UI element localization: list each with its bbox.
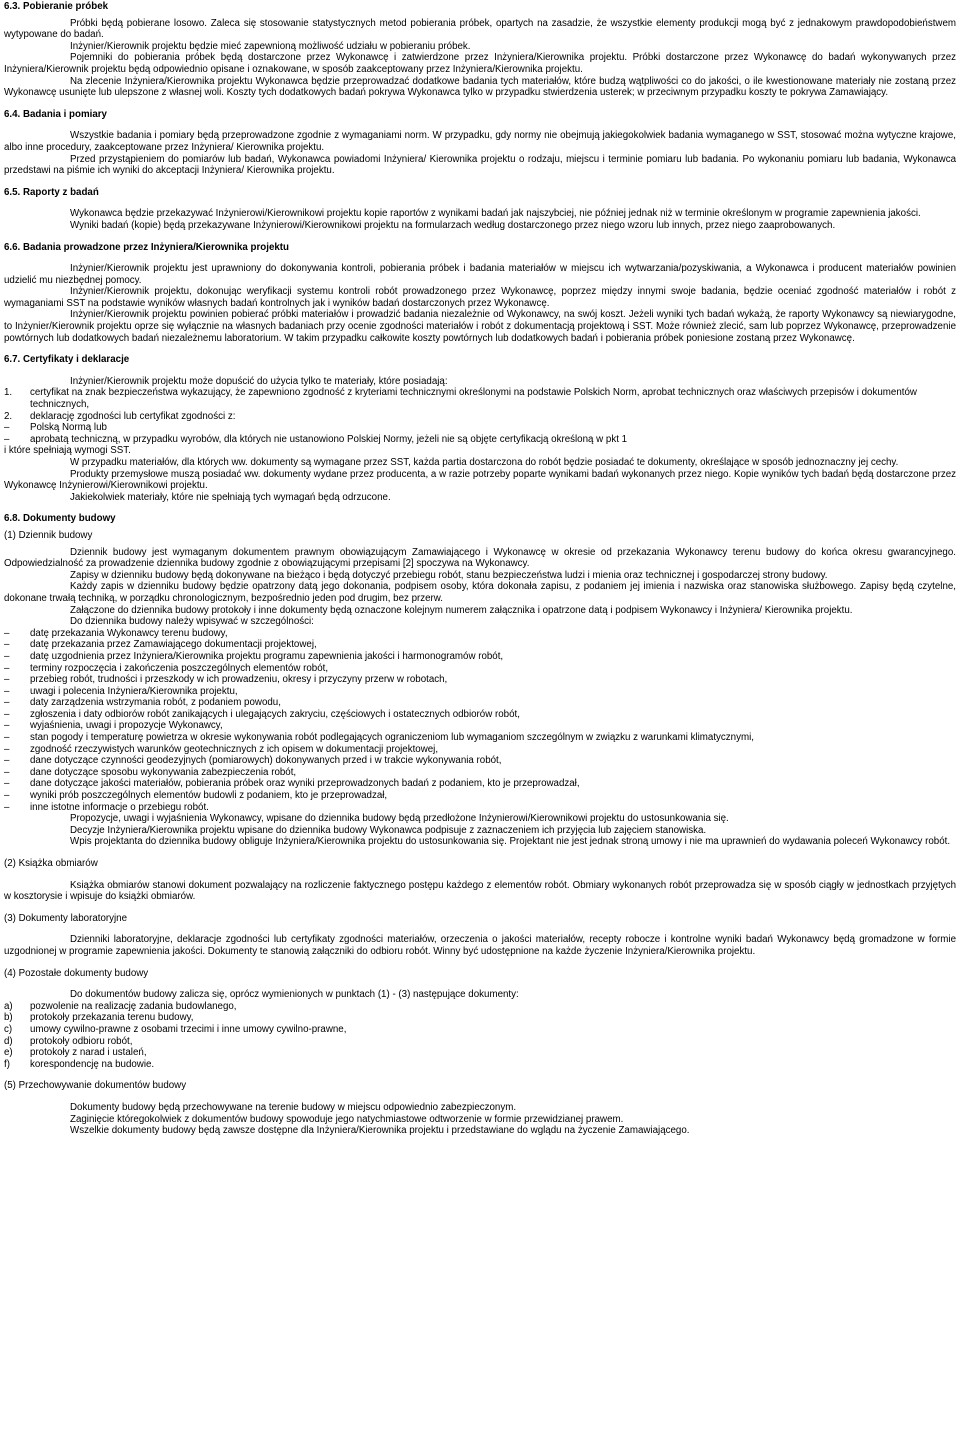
list-item-text: pozwolenie na realizację zadania budowlanego, — [30, 1000, 237, 1012]
paragraph: Do dokumentów budowy zalicza się, oprócz wymienionych w punktach (1) - (3) następujące dokumenty: — [70, 989, 519, 1001]
dash-marker: – — [4, 778, 10, 790]
dash-marker: – — [4, 766, 10, 778]
subsection-title: (4) Pozostałe dokumenty budowy — [4, 967, 149, 979]
paragraph: Przed przystąpieniem do pomiarów lub badań, Wykonawca powiadomi Inżyniera/ Kierownika projektu o rodzaju, miejscu i terminie pomiaru lub badania. Po wykonaniu pomiaru lub badania, Wykonawca przedstawi na piśmie ich wyniki do akceptacji Inżyniera/ Kierownika projektu. — [4, 153, 956, 177]
dash-marker: – — [4, 650, 10, 662]
paragraph: Dzienniki laboratoryjne, deklaracje zgodności lub certyfikaty zgodności materiałów, orzeczenia o jakości materiałów, recepty robocze i kontrolne wyniki badań Wykonawcy będą gromadzone w formie uzgodnionej w programie zapewnienia jakości. Dokumenty te stanowią załączniki do odbioru robót. Winny być udostępnione na każde życzenie Inżyniera/Kierownika projektu. — [4, 934, 956, 957]
list-item — [4, 720, 956, 732]
item-number: 1. — [4, 387, 13, 399]
dash-item — [4, 434, 956, 446]
subsection-title: (5) Przechowywanie dokumentów budowy — [4, 1080, 187, 1092]
dash-marker: – — [4, 685, 10, 697]
list-item — [4, 674, 956, 686]
paragraph: Dziennik budowy jest wymaganym dokumentem prawnym obowiązującym Zamawiającego i Wykonawcę w okresie od przekazania Wykonawcy terenu budowy do końca okresu gwarancyjnego. Odpowiedzialność za prowadzenie dziennika budowy zgodnie z obowiązującymi przepisami [2] spoczywa na Wykonawcy. — [4, 546, 956, 570]
paragraph: Pojemniki do pobierania próbek będą dostarczone przez Wykonawcę i zatwierdzone przez Inżyniera/Kierownika projektu. Próbki dostarczone przez Wykonawcę do badań wykonywanych przez Inżyniera/Kierownik projektu będą odpowiednio opisane i oznakowane, w sposób zaakceptowany przez Inżyniera/Kierownika projektu. — [4, 52, 956, 75]
item-text: deklarację zgodności lub certyfikat zgodności z: — [30, 410, 236, 422]
dash-item — [4, 422, 956, 434]
section-heading-6-3: 6.3. Pobieranie próbek — [4, 1, 109, 12]
paragraph: Zapisy w dzienniku budowy będą dokonywane na bieżąco i będą dotyczyć przebiegu robót, stanu bezpieczeństwa ludzi i mienia oraz technicznej i gospodarczej strony budowy. — [70, 569, 828, 581]
subsection-title: (2) Książka obmiarów — [4, 858, 98, 869]
list-item-text: umowy cywilno-prawne z osobami trzecimi i inne umowy cywilno-prawne, — [30, 1023, 347, 1035]
list-item-text: dane dotyczące czynności geodezyjnych (pomiarowych) dokonywanych przed i w trakcie wykonywania robót, — [30, 755, 502, 767]
list-item-text: stan pogody i temperaturę powietrza w okresie wykonywania robót podlegających ograniczeniom lub wymaganiom szczególnym w związku z warunkami klimatycznymi, — [30, 732, 754, 744]
list-item — [4, 732, 956, 744]
paragraph: Zaginięcie któregokolwiek z dokumentów budowy spowoduje jego natychmiastowe odtworzenie w formie przewidzianej prawem. — [70, 1113, 624, 1125]
section-heading-6-5: 6.5. Raporty z badań — [4, 186, 99, 198]
paragraph: Produkty przemysłowe muszą posiadać ww. dokumenty wydane przez producenta, a w razie potrzeby poparte wynikami badań wykonanych przez niego. Kopie wyników tych badań będą dostarczone przez Wykonawcę Inżynierowi/Kierownikowi projektu. — [4, 468, 956, 492]
section-heading-6-6: 6.6. Badania prowadzone przez Inżyniera/Kierownika projektu — [4, 241, 289, 253]
list-item-text: datę przekazania Wykonawcy terenu budowy, — [30, 627, 228, 639]
list-item — [4, 778, 956, 790]
item-number: 2. — [4, 410, 13, 422]
paragraph: Decyzje Inżyniera/Kierownika projektu wpisane do dziennika budowy Wykonawca podpisuje z zaznaczeniem ich przyjęcia lub zajęciem stanowiska. — [70, 824, 707, 836]
list-item-text: daty zarządzenia wstrzymania robót, z podaniem powodu, — [30, 697, 281, 709]
paragraph: Wpis projektanta do dziennika budowy obliguje Inżyniera/Kierownika projektu do ustosunkowania się. Projektant nie jest jednak stroną umowy i nie ma uprawnień do wydawania poleceń Wykonawcy robót. — [70, 836, 951, 848]
paragraph: Propozycje, uwagi i wyjaśnienia Wykonawcy, wpisane do dziennika budowy będą przedłożone Inżynierowi/Kierownikowi projektu do ustosunkowania się. — [70, 813, 729, 825]
list-item — [4, 1012, 956, 1024]
dash-marker: – — [4, 662, 10, 674]
list-item — [4, 639, 956, 651]
paragraph: Wszystkie badania i pomiary będą przeprowadzone zgodnie z wymaganiami norm. W przypadku, gdy normy nie obejmują jakiegokolwiek badania wymaganego w SST, stosować można wytyczne krajowe, albo inne procedury, zaakceptowane przez Inżyniera/ Kierownika projektu. — [4, 130, 956, 153]
list-item — [4, 697, 956, 709]
paragraph: Wyniki badań (kopie) będą przekazywane Inżynierowi/Kierownikowi projektu na formularzach według dostarczonego przez niego wzoru lub innych, przez niego zaaprobowanych. — [70, 219, 836, 231]
numbered-item-2 — [4, 411, 956, 423]
dash-marker: – — [4, 720, 10, 732]
letter-marker: f) — [4, 1058, 10, 1070]
paragraph: Do dziennika budowy należy wpisywać w szczególności: — [70, 616, 314, 628]
list-item-text: przebieg robót, trudności i przeszkody w ich prowadzeniu, okresy i przyczyny przerw w robotach, — [30, 674, 448, 686]
letter-marker: c) — [4, 1023, 13, 1035]
item-text: certyfikat na znak bezpieczeństwa wykazujący, że zapewniono zgodność z kryteriami technicznymi określonymi na podstawie Polskich Norm, aprobat technicznych oraz właściwych przepisów i dokumentów technicznych, — [30, 387, 917, 411]
list-item-text: dane dotyczące sposobu wykonywania zabezpieczenia robót, — [30, 766, 297, 778]
paragraph: Jakiekolwiek materiały, które nie spełniają tych wymagań będą odrzucone. — [70, 491, 391, 503]
letter-marker: e) — [4, 1047, 13, 1059]
paragraph: i które spełniają wymogi SST. — [4, 445, 131, 457]
subsection-title: (1) Dziennik budowy — [4, 529, 93, 541]
list-item-text: dane dotyczące jakości materiałów, pobierania próbek oraz wyniki przeprowadzonych badań z podaniem, kto je przeprowadzał, — [30, 778, 580, 790]
paragraph: Inżynier/Kierownik projektu będzie mieć zapewnioną możliwość udziału w pobieraniu próbek. — [70, 40, 471, 52]
documents-list — [4, 1001, 956, 1071]
list-item — [4, 1059, 956, 1071]
list-item — [4, 628, 956, 640]
list-item — [4, 1024, 956, 1036]
dziennik-entries-list — [4, 628, 956, 814]
subsection-title: (3) Dokumenty laboratoryjne — [4, 912, 128, 924]
list-item — [4, 1047, 956, 1059]
list-item-text: zgodność rzeczywistych warunków geotechnicznych z ich opisem w dokumentacji projektowej, — [30, 743, 439, 755]
list-item-text: datę przekazania przez Zamawiającego dokumentacji projektowej, — [30, 639, 317, 651]
list-item — [4, 744, 956, 756]
dash-marker: – — [4, 732, 10, 744]
dash-marker: – — [4, 743, 10, 755]
letter-marker: b) — [4, 1012, 13, 1024]
dash-marker: – — [4, 433, 10, 445]
dash-marker: – — [4, 674, 10, 686]
list-item — [4, 686, 956, 698]
numbered-item-1 — [4, 387, 956, 410]
paragraph: Załączone do dziennika budowy protokoły i inne dokumenty będą oznaczone kolejnym numerem załącznika i opatrzone datą i podpisem Wykonawcy i Inżyniera/ Kierownika projektu. — [70, 604, 853, 616]
list-item — [4, 1001, 956, 1013]
paragraph: Dokumenty budowy będą przechowywane na terenie budowy w miejscu odpowiednio zabezpieczonym. — [70, 1101, 517, 1113]
list-item-text: terminy rozpoczęcia i zakończenia poszczególnych elementów robót, — [30, 662, 329, 674]
letter-marker: a) — [4, 1000, 13, 1012]
paragraph: Inżynier/Kierownik projektu może dopuścić do użycia tylko te materiały, które posiadają: — [70, 375, 448, 387]
section-heading-6-8: 6.8. Dokumenty budowy — [4, 513, 116, 525]
list-item — [4, 709, 956, 721]
letter-marker: d) — [4, 1035, 13, 1047]
list-item — [4, 1036, 956, 1048]
dash-marker: – — [4, 422, 10, 434]
list-item-text: wyjaśnienia, uwagi i propozycje Wykonawcy, — [30, 720, 223, 732]
section-heading-6-4: 6.4. Badania i pomiary — [4, 108, 107, 120]
item-text: Polską Normą lub — [30, 422, 107, 434]
paragraph: Wykonawca będzie przekazywać Inżynierowi/Kierownikowi projektu kopie raportów z wynikami badań jak najszybciej, nie później jednak niż w terminie określonym w programie zapewnienia jakości. — [70, 208, 921, 220]
list-item-text: zgłoszenia i daty odbiorów robót zanikających i ulegających zakryciu, częściowych i ostatecznych odbiorów robót, — [30, 708, 520, 720]
paragraph: Inżynier/Kierownik projektu jest uprawniony do dokonywania kontroli, pobierania próbek i badania materiałów w miejscu ich wytwarzania/pozyskiwania, a Wykonawca i producent materiałów powinien udzielić mu niezbędnej pomocy. — [4, 263, 956, 286]
paragraph: Inżynier/Kierownik projektu, dokonując weryfikacji systemu kontroli robót prowadzonego przez Wykonawcę, poprzez między innymi swoje badania, będzie oceniać zgodność materiałów i robót z wymaganiami SST na podstawie wyników własnych badań kontrolnych jak i wyników badań dostarczonych przez Wykonawcę. — [4, 286, 956, 309]
list-item — [4, 802, 956, 814]
list-item — [4, 755, 956, 767]
dash-marker: – — [4, 755, 10, 767]
dash-marker: – — [4, 801, 10, 813]
list-item-text: wyniki prób poszczególnych elementów budowli z podaniem, kto je przeprowadzał, — [30, 790, 388, 802]
list-item — [4, 651, 956, 663]
list-item-text: protokoły odbioru robót, — [30, 1035, 133, 1047]
list-item-text: inne istotne informacje o przebiegu robót. — [30, 801, 209, 813]
list-item-text: protokoły z narad i ustaleń, — [30, 1047, 147, 1059]
paragraph: Na zlecenie Inżyniera/Kierownika projektu Wykonawca będzie przeprowadzać dodatkowe badania tych materiałów, które budzą wątpliwości co do jakości, o ile kwestionowane materiały nie zostaną przez Wykonawcę usunięte lub ulepszone z własnej woli. Koszty tych dodatkowych badań pokrywa Wykonawca tylko w przypadku stwierdzenia usterek; w przeciwnym przypadku koszty te pokrywa Zamawiający. — [4, 75, 956, 99]
paragraph: Wszelkie dokumenty budowy będą zawsze dostępne dla Inżyniera/Kierownika projektu i przedstawiane do wglądu na życzenie Zamawiającego. — [70, 1125, 690, 1137]
list-item — [4, 790, 956, 802]
list-item-text: uwagi i polecenia Inżyniera/Kierownika projektu, — [30, 685, 238, 697]
paragraph: W przypadku materiałów, dla których ww. dokumenty są wymagane przez SST, każda partia dostarczona do robót będzie posiadać te dokumenty, określające w sposób jednoznaczny jej cechy. — [70, 457, 899, 468]
dash-marker: – — [4, 639, 10, 651]
paragraph: Książka obmiarów stanowi dokument pozwalający na rozliczenie faktycznego postępu każdego z elementów robót. Obmiary wykonanych robót przeprowadza się w sposób ciągły w jednostkach przyjętych w kosztorysie i wpisuje do książki obmiarów. — [4, 879, 956, 903]
dash-marker: – — [4, 697, 10, 709]
item-text: aprobatą techniczną, w przypadku wyrobów, dla których nie ustanowiono Polskiej Normy, jeżeli nie są objęte certyfikacją określoną w pkt 1 — [30, 433, 628, 445]
dash-marker: – — [4, 790, 10, 802]
list-item-text: protokoły przekazania terenu budowy, — [30, 1012, 194, 1024]
list-item-text: korespondencję na budowie. — [30, 1058, 155, 1070]
paragraph: Każdy zapis w dzienniku budowy będzie opatrzony datą jego dokonania, podpisem osoby, która dokonała zapisu, z podaniem jej imienia i nazwiska oraz stanowiska służbowego. Zapisy będą czytelne, dokonane trwałą techniką, w porządku chronologicznym, bezpośrednio jeden pod drugim, bez przerw. — [4, 581, 956, 604]
list-item-text: datę uzgodnienia przez Inżyniera/Kierownika projektu programu zapewnienia jakości i harmonogramów robót, — [30, 650, 504, 662]
dash-marker: – — [4, 627, 10, 639]
paragraph: Próbki będą pobierane losowo. Zaleca się stosowanie statystycznych metod pobierania próbek, opartych na zasadzie, że wszystkie elementy produkcji mogą być z jednakowym prawdopodobieństwem wytypowane do badań. — [4, 17, 956, 41]
dash-marker: – — [4, 708, 10, 720]
list-item — [4, 767, 956, 779]
paragraph: Inżynier/Kierownik projektu powinien pobierać próbki materiałów i prowadzić badania niezależnie od Wykonawcy, na swój koszt. Jeżeli wyniki tych badań wykażą, że raporty Wykonawcy są niewiarygodne, to Inżynier/Kierownik projektu oprze się wyłącznie na własnych badaniach przy ocenie zgodności materiałów i robót z dokumentacją projektową i SST. Może również zlecić, sam lub poprzez Wykonawcę, przeprowadzenie powtórnych lub dodatkowych badań niezależnemu laboratorium. W takim przypadku całkowite koszty powtórnych lub dodatkowych badań i pobierania próbek poniesione zostaną przez Wykonawcę. — [4, 309, 956, 344]
list-item — [4, 663, 956, 675]
section-heading-6-7: 6.7. Certyfikaty i deklaracje — [4, 354, 130, 366]
